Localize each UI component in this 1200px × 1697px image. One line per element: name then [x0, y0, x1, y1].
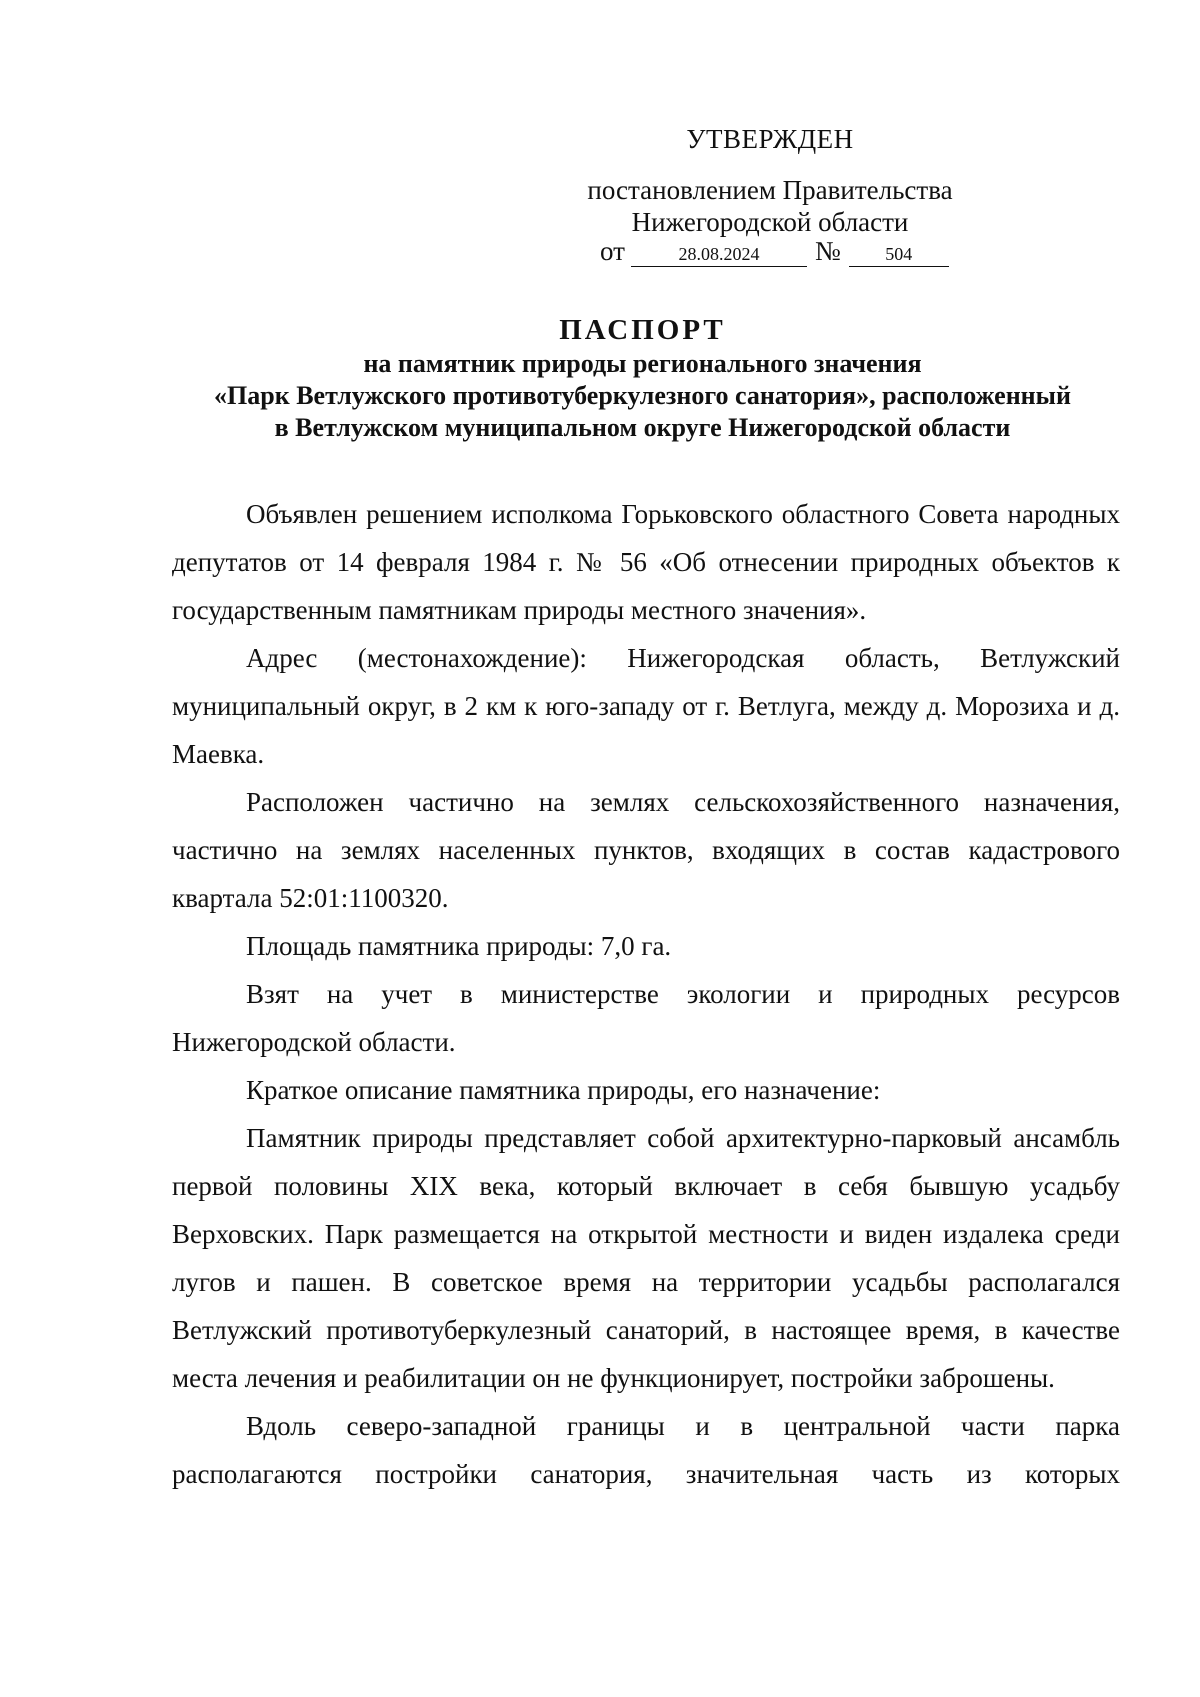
heading-line-3: в Ветлужском муниципальном округе Нижегородской области — [274, 413, 1011, 442]
paragraph-description-heading: Краткое описание памятника природы, его назначение: — [246, 1075, 881, 1105]
date-label: от — [600, 236, 625, 266]
paragraph-area: Площадь памятника природы: 7,0 га. — [246, 931, 672, 961]
paragraph-registration: Взят на учет в министерстве экологии и природных ресурсов Нижегородской области. — [172, 979, 1120, 1057]
paragraph-buildings: Вдоль северо-западной границы и в центральной части парка располагаются постройки санатория, значительная часть из которых — [172, 1411, 1120, 1489]
paragraph-description: Памятник природы представляет собой архитектурно-парковый ансамбль первой половины XIX века, который включает в себя бывшую усадьбу Верховских. Парк размещается на открытой местности и виден издалека среди лугов и пашен. В советское время на территории усадьбы располагался Ветлужский противотуберкулезный санаторий, в настоящее время, в качестве места лечения и реабилитации он не функционирует, постройки заброшены. — [172, 1123, 1120, 1393]
date-value: 28.08.2024 — [631, 242, 807, 267]
paragraph-location: Расположен частично на землях сельскохозяйственного назначения, частично на землях населенных пунктов, входящих в состав кадастрового квартала 52:01:1100320. — [172, 787, 1120, 913]
paragraph-declared: Объявлен решением исполкома Горьковского областного Совета народных депутатов от 14 февраля 1984 г. № 56 «Об отнесении природных объектов к государственным памятникам природы местного значения». — [172, 499, 1120, 625]
approval-block — [560, 174, 980, 238]
approval-line-2: Нижегородской области — [631, 207, 909, 237]
approval-line-1: постановлением Правительства — [587, 175, 953, 205]
number-label: № — [814, 236, 841, 266]
document-title: ПАСПОРТ — [559, 314, 726, 346]
heading-line-1: на памятник природы регионального значения — [363, 349, 922, 378]
paragraph-address: Адрес (местонахождение): Нижегородская область, Ветлужский муниципальный округ, в 2 км к юго-западу от г. Ветлуга, между д. Морозиха и д. Маевка. — [172, 643, 1120, 769]
heading-line-2: «Парк Ветлужского противотуберкулезного санатория», расположенный — [214, 381, 1071, 410]
approval-date-line — [600, 236, 949, 267]
approval-title: УТВЕРЖДЕН — [686, 124, 854, 154]
document-heading — [150, 312, 1135, 444]
document-body — [172, 490, 1120, 1498]
number-value: 504 — [849, 242, 949, 267]
